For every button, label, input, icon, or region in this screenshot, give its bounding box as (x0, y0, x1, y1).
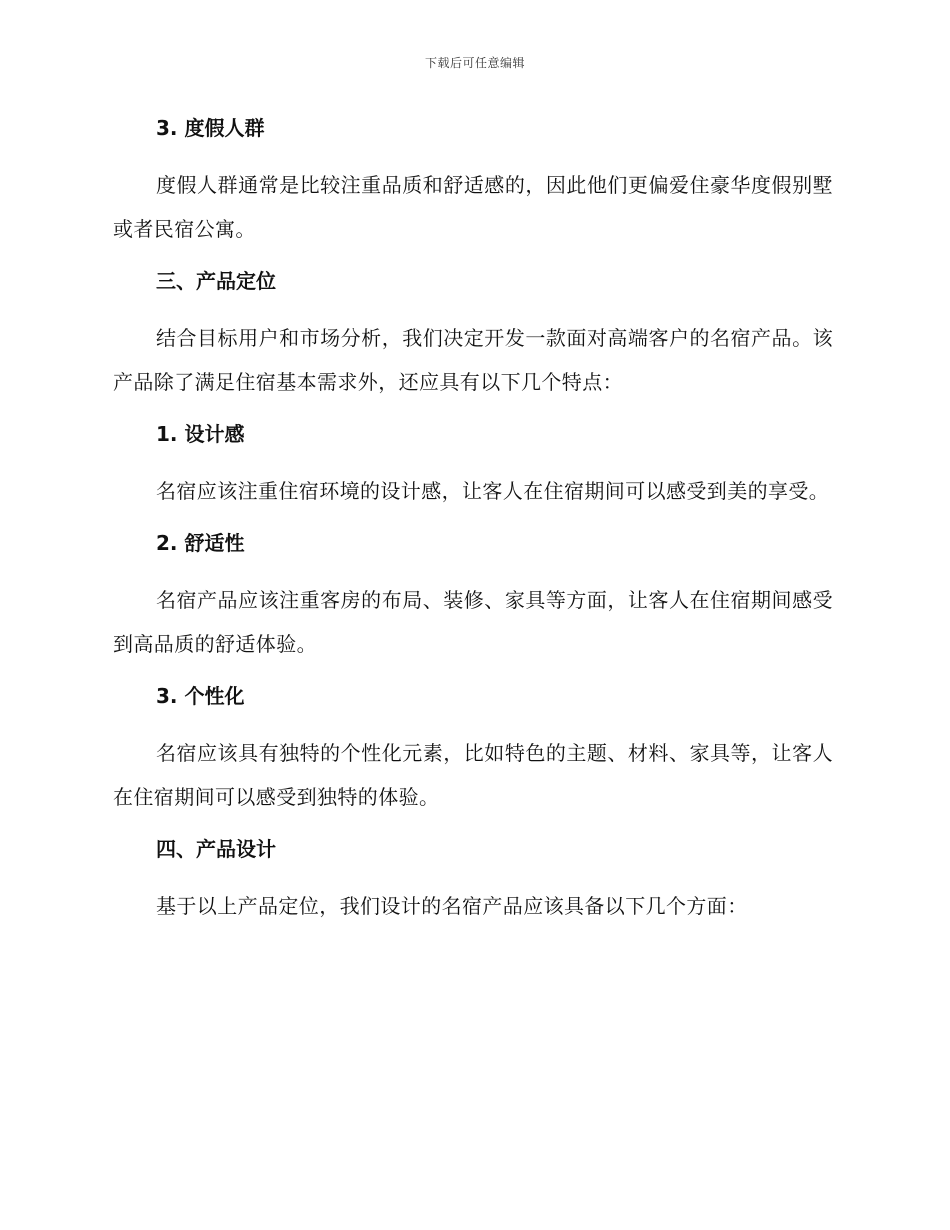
section-heading-comfort: 2. 舒适性 (156, 531, 245, 555)
paragraph-product-positioning: 结合目标用户和市场分析，我们决定开发一款面对高端客户的名宿产品。该产品除了满足住宿基本需求外，还应具有以下几个特点： (113, 326, 833, 394)
section-heading-personalization: 3. 个性化 (156, 684, 245, 708)
paragraph-product-design: 基于以上产品定位，我们设计的名宿产品应该具备以下几个方面： (156, 894, 748, 918)
header-note: 下载后可任意编辑 (424, 56, 525, 70)
paragraph-comfort: 名宿产品应该注重客房的布局、装修、家具等方面，让客人在住宿期间感受到高品质的舒适体验。 (113, 588, 833, 656)
paragraph-personalization: 名宿应该具有独特的个性化元素，比如特色的主题、材料、家具等，让客人在住宿期间可以感受到独特的体验。 (113, 741, 833, 809)
paragraph-vacation-crowd: 度假人群通常是比较注重品质和舒适感的，因此他们更偏爱住豪华度假别墅或者民宿公寓。 (113, 173, 833, 241)
section-heading-vacation-crowd: 3. 度假人群 (156, 116, 265, 140)
document-body (113, 110, 833, 928)
paragraph-design-sense: 名宿应该注重住宿环境的设计感，让客人在住宿期间可以感受到美的享受。 (156, 479, 830, 503)
section-heading-product-design: 四、产品设计 (156, 837, 276, 861)
section-heading-product-positioning: 三、产品定位 (156, 269, 276, 293)
section-heading-design-sense: 1. 设计感 (156, 422, 245, 446)
